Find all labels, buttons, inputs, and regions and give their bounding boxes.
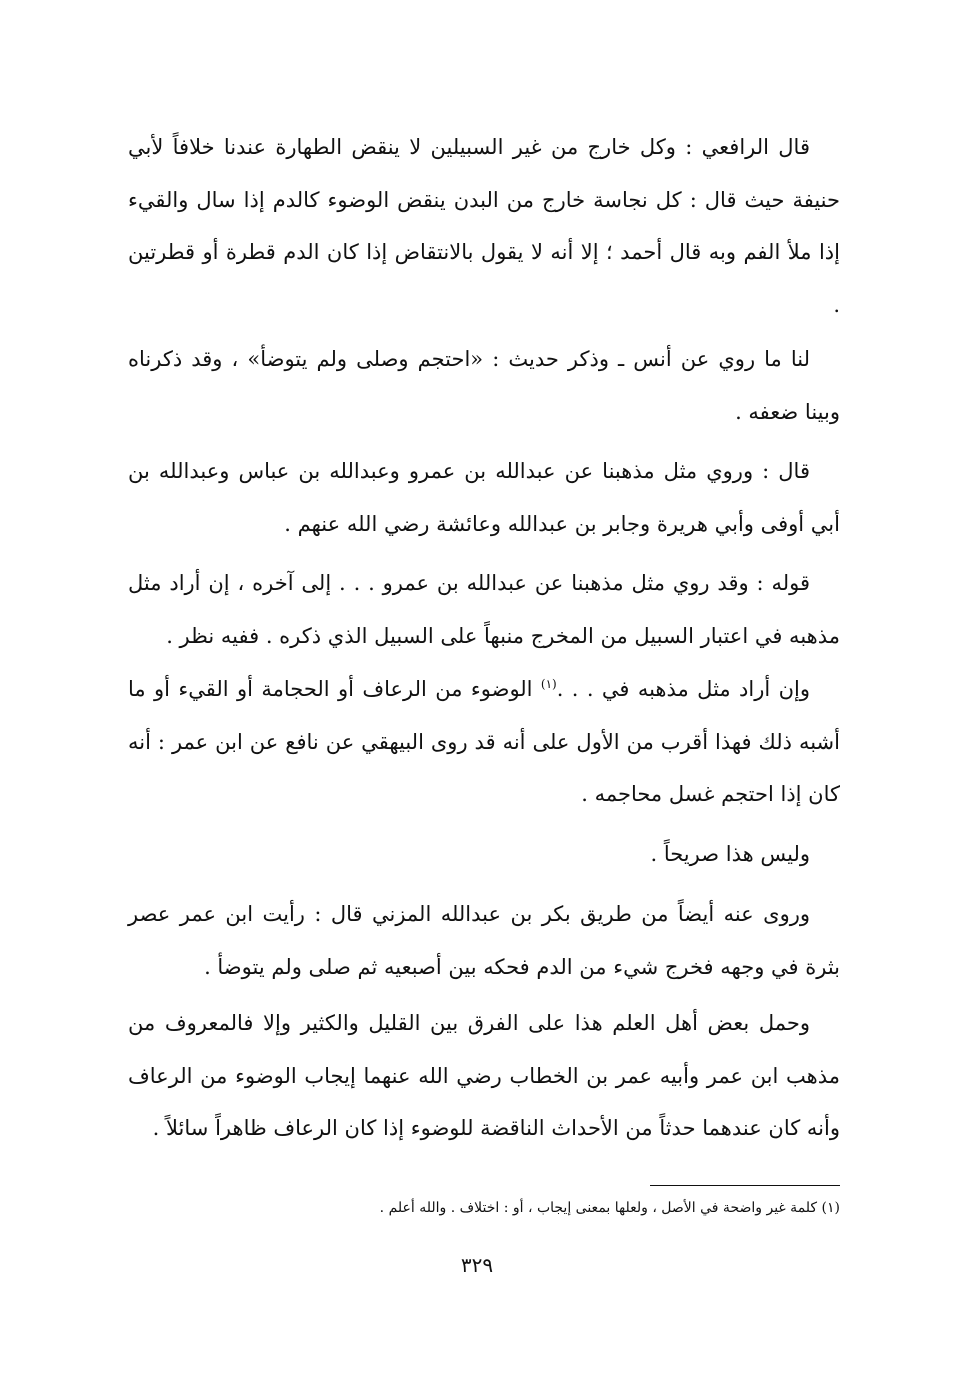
paragraph-rafii-statement — [128, 121, 840, 331]
paragraph-scholars-interpretation — [128, 997, 840, 1155]
paragraph-text: لنا ما روي عن أنس ـ وذكر حديث : «احتجم وصلى ولم يتوضأ» ، وقد ذكرناه وبينا ضعفه . — [128, 347, 840, 424]
paragraph-text: وروى عنه أيضاً من طريق بكر بن عبدالله المزني قال : رأيت ابن عمر عصر بثرة في وجهه فخرج شيء من الدم فحكه بين أصبعيه ثم صلى ولم يتوضأ . — [128, 902, 840, 979]
paragraph-anas-hadith — [128, 333, 840, 438]
paragraph-text — [128, 663, 840, 821]
paragraph-commentary — [128, 557, 840, 662]
paragraph-not-explicit — [128, 828, 840, 881]
footnote-divider — [650, 1185, 840, 1186]
footnote-reference[interactable]: (١) — [540, 677, 557, 691]
paragraph-text: قوله : وقد روي مثل مذهبنا عن عبدالله بن عمرو . . . إلى آخره ، إن أراد مثل مذهبه في اعتبار السبيل من المخرج منبهاً على السبيل الذي ذكره . ففيه نظر . — [128, 571, 840, 648]
paragraph-footnoted — [128, 663, 840, 821]
paragraph-text-before-ref: وإن أراد مثل مذهبه في . . . — [556, 677, 810, 701]
paragraph-companions-opinion — [128, 445, 840, 550]
paragraph-ibn-umar-narration — [128, 888, 840, 993]
paragraph-text-after-ref: الوضوء من الرعاف أو الحجامة أو القيء أو ما أشبه ذلك فهذا أقرب من الأول على أنه قد روى البيهقي عن نافع عن ابن عمر : أنه كان إذا احتجم غسل محاجمه . — [128, 677, 840, 806]
paragraph-text: قال الرافعي : وكل خارج من غير السبيلين لا ينقض الطهارة عندنا خلافاً لأبي حنيفة حيث قال : كل نجاسة خارج من البدن ينقض الوضوء كالدم إذا سال والقيء إذا ملأ الفم وبه قال أحمد ؛ إلا أنه لا يقول بالانتقاض إذا كان الدم قطرة أو قطرتين . — [128, 135, 840, 317]
paragraph-text: وحمل بعض أهل العلم هذا على الفرق بين القليل والكثير وإلا فالمعروف من مذهب ابن عمر وأبيه عمر بن الخطاب رضي الله عنهما إيجاب الوضوء من الرعاف وأنه كان عندهما حدثاً من الأحداث الناقضة للوضوء إذا كان الرعاف ظاهراً سائلاً . — [128, 1011, 840, 1140]
footnote: (١) كلمة غير واضحة في الأصل ، ولعلها بمعنى إيجاب ، أو : اختلاف . والله أعلم . — [379, 1200, 840, 1216]
page-number: ٣٢٩ — [460, 1253, 494, 1277]
paragraph-text: قال : وروي مثل مذهبنا عن عبدالله بن عمرو وعبدالله بن عباس وعبدالله بن أبي أوفى وأبي هريرة وجابر بن عبدالله وعائشة رضي الله عنهم . — [128, 459, 840, 536]
paragraph-text: وليس هذا صريحاً . — [650, 842, 810, 866]
